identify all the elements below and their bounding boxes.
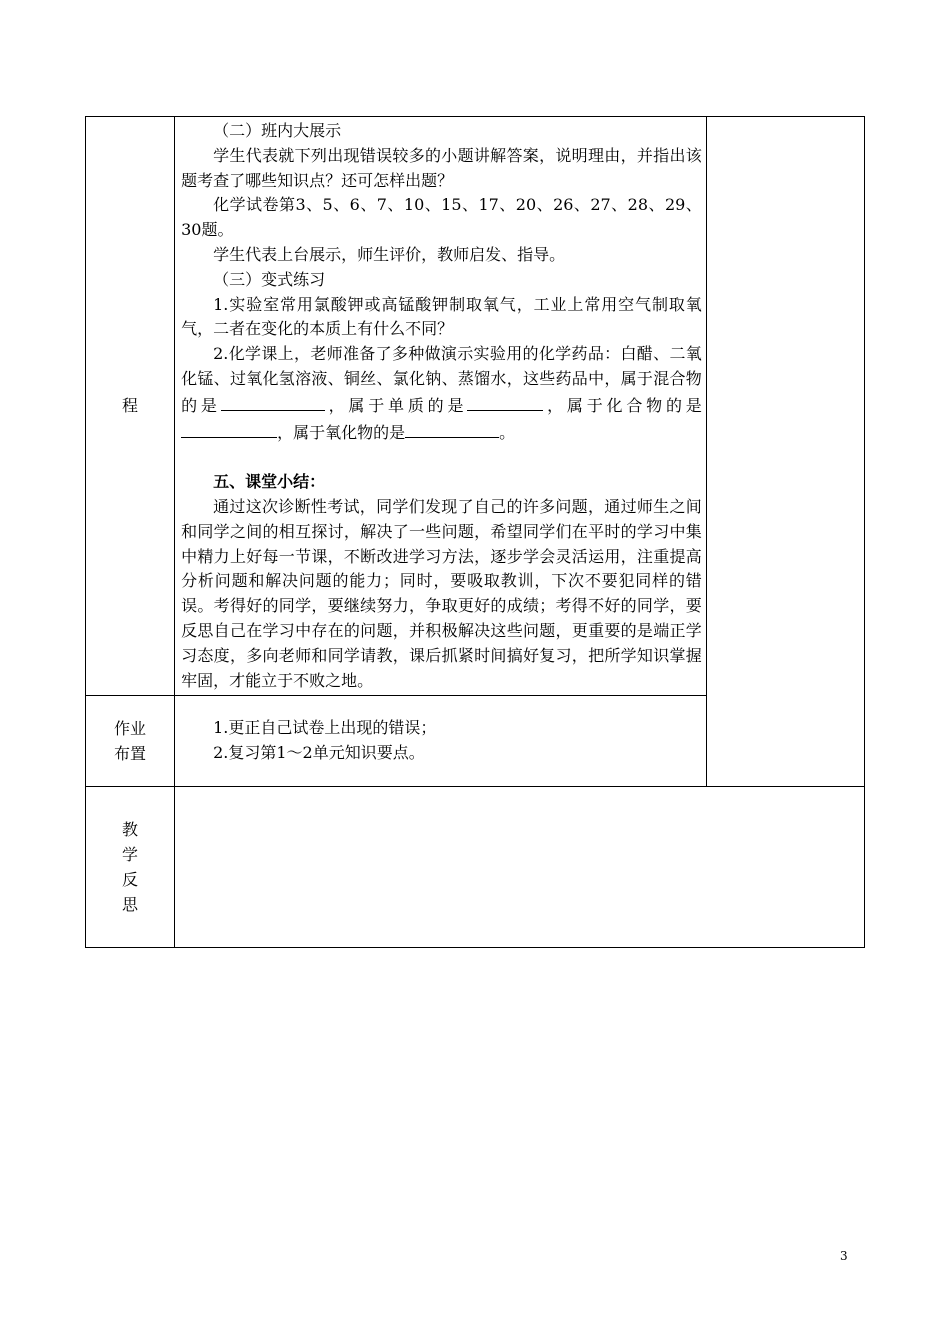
reflection-content (175, 786, 865, 947)
homework-content (175, 696, 707, 787)
homework-item-1: 1.更正自己试卷上出现的错误； (213, 718, 437, 738)
answer-blank-compound (181, 419, 277, 438)
summary-text: 通过这次诊断性考试，同学们发现了自己的许多问题，通过师生之间和同学之间的相互探讨，解决了一些问题，希望同学们在平时的学习中集中精力上好每一节课，不断改进学习方法，逐步学会灵活运用，注重提高分析问题和解决问题的能力；同时，要吸取教训，下次不要犯同样的错误。考得好的同学，要继续努力，争取更好的成绩；考得不好的同学，要反思自己在学习中存在的问题，并积极解决这些问题，更重要的是端正学习态度，多向老师和同学请教，课后抓紧时间搞好复习，把所学知识掌握牢固，才能立于不败之地。 (181, 496, 702, 690)
answer-blank-element (467, 392, 543, 411)
homework-item-2: 2.复习第1～2单元知识要点。 (213, 743, 425, 763)
sub2-paragraph-1: 学生代表就下列出现错误较多的小题讲解答案，说明理由，并指出该题考查了哪些知识点？还可怎样出题？ (181, 145, 702, 190)
sub3-title: （三）变式练习 (213, 269, 326, 289)
sub2-title: （二）班内大展示 (213, 121, 342, 140)
question-1: 1.实验室常用氯酸钾或高锰酸钾制取氧气，工业上常用空气制取氧气，二者在变化的本质上有什么不同？ (181, 294, 702, 339)
question-2: 2.化学课上，老师准备了多种做演示实验用的化学药品：白醋、二氧化锰、过氧化氢溶液、铜丝、氯化钠、蒸馏水，这些药品中，属于混合物的是 ，属于单质的是 ，属于化合物的是，属于氧化物的是 。 (181, 344, 702, 442)
summary-title: 五、课堂小结： (213, 472, 326, 492)
process-content (175, 117, 707, 696)
reflection-row (86, 786, 865, 947)
side-column-cell (706, 117, 864, 787)
sub2-paragraph-2: 化学试卷第3、5、6、7、10、15、17、20、26、27、28、29、30题。 (181, 195, 702, 240)
homework-label: 作业布置 (86, 696, 175, 787)
process-row (86, 117, 865, 696)
answer-blank-mixture (221, 392, 325, 411)
answer-blank-oxide (405, 419, 499, 438)
process-label: 程 (86, 117, 175, 696)
sub2-paragraph-3: 学生代表上台展示，师生评价，教师启发、指导。 (213, 244, 566, 264)
page-number: 3 (840, 1249, 848, 1263)
reflection-label: 教学反思 (86, 786, 175, 947)
lesson-plan-table (85, 116, 865, 948)
